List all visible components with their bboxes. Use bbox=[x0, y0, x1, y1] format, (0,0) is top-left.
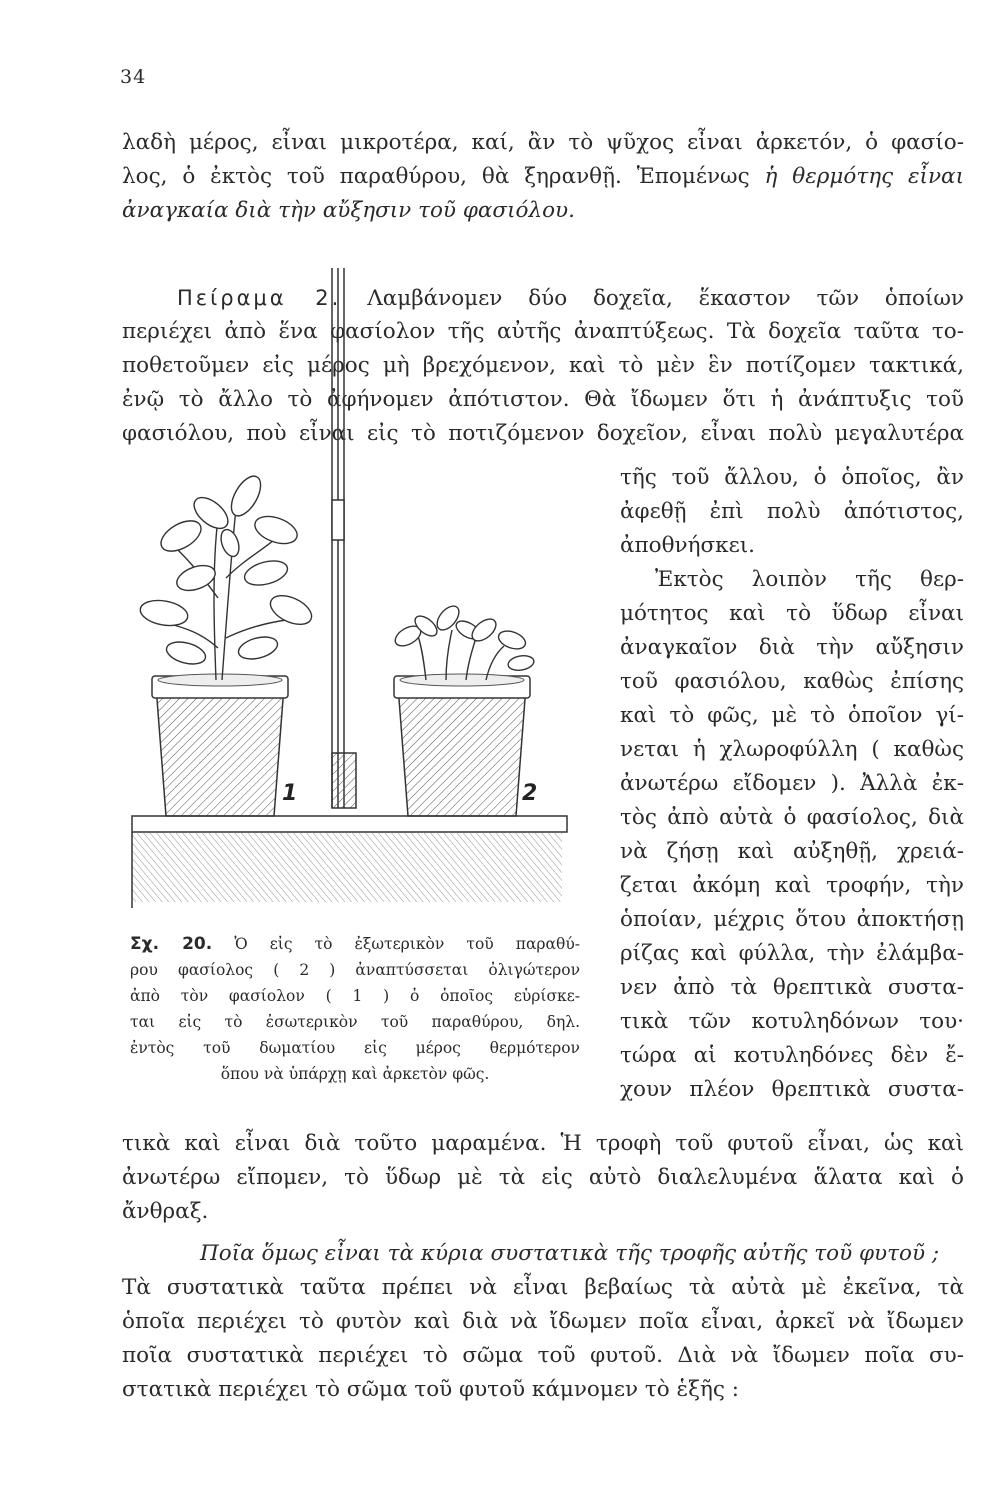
text-line: ἀποθνήσκει. bbox=[620, 533, 756, 558]
text-line: Ἐκτὸς λοιπὸν τῆς θερ- bbox=[655, 567, 964, 592]
text-line: ἀνωτέρω εἴδομεν ). Ἀλλὰ ἐκ- bbox=[620, 771, 964, 796]
text-line: ὁποίαν, μέχρις ὅτου ἀποκτήσῃ bbox=[620, 907, 964, 932]
text-line: τοῦ φασιόλου, καθὼς ἐπίσης bbox=[620, 669, 964, 694]
text-line: τικὰ τῶν κοτυληδόνων του· bbox=[620, 1009, 964, 1034]
plant-pots-illustration bbox=[126, 268, 576, 920]
text-line: τικὰ καὶ εἶναι διὰ τοῦτο μαραμένα. Ἡ τροφὴ τοῦ φυτοῦ εἶναι, ὡς καὶ bbox=[122, 1131, 964, 1156]
text-line: ἐνῷ τὸ ἄλλο τὸ ἀφήνομεν ἀπότιστον. Θὰ ἴδωμεν ὅτι ἡ ἀνάπτυξις τοῦ bbox=[122, 387, 964, 412]
text-line: χουν πλέον θρεπτικὰ συστα- bbox=[620, 1077, 964, 1102]
pot-2-label: 2 bbox=[522, 781, 538, 806]
plant-2 bbox=[392, 602, 535, 680]
window-sill bbox=[132, 816, 567, 908]
text-line: ἀναγκαῖον διὰ τὴν αὔξησιν bbox=[620, 635, 964, 660]
text-line: νεται ἡ χλωροφύλλη ( καθὼς bbox=[620, 737, 964, 762]
text-line: στατικὰ περιέχει τὸ σῶμα τοῦ φυτοῦ κάμνομεν τὸ ἑξῆς : bbox=[122, 1377, 739, 1402]
text-line: τῆς τοῦ ἄλλου, ὁ ὁποῖος, ἂν bbox=[620, 465, 964, 490]
figure-caption-line: ὅπου νὰ ὑπάρχῃ καὶ ἀρκετὸν φῶς. bbox=[220, 1065, 490, 1083]
text-line: μότητος καὶ τὸ ὕδωρ εἶναι bbox=[620, 601, 964, 626]
figure-caption-line bbox=[130, 932, 580, 956]
text-line: ζεται ἀκόμη καὶ τροφήν, τὴν bbox=[620, 873, 964, 898]
window-frame bbox=[332, 268, 356, 808]
text-line: νεν ἀπὸ τὰ θρεπτικὰ συστα- bbox=[620, 975, 964, 1000]
text-line: καὶ τὸ φῶς, μὲ τὸ ὁποῖον γί- bbox=[620, 703, 964, 728]
text-line bbox=[122, 162, 964, 192]
text-line: τώρα αἱ κοτυληδόνες δὲν ἔ- bbox=[620, 1043, 964, 1068]
figure-caption-line: ρου φασίολος ( 2 ) ἀναπτύσσεται ὀλιγώτερον bbox=[130, 961, 580, 979]
text-line: ποθετοῦμεν εἰς μέρος μὴ βρεχόμενον, καὶ τὸ μὲν ἓν ποτίζομεν τακτικά, bbox=[122, 353, 964, 378]
text-line: ἀνωτέρω εἴπομεν, τὸ ὕδωρ μὲ τὰ εἰς αὐτὸ διαλελυμένα ἅλατα καὶ ὁ bbox=[122, 1165, 964, 1190]
pot-2 bbox=[394, 674, 530, 816]
text-line: ἀναγκαία διὰ τὴν αὔξησιν τοῦ φασιόλου. bbox=[122, 198, 575, 223]
text-span: Λαμβάνομεν δύο δοχεῖα, ἕκαστον τῶν ὁποίων bbox=[367, 286, 964, 311]
page-number: 34 bbox=[120, 66, 147, 88]
text-line: ρίζας καὶ φύλλα, τὴν ἐλάμβα- bbox=[620, 941, 964, 966]
text-line: ἄνθραξ. bbox=[122, 1199, 209, 1224]
pot-1 bbox=[152, 674, 288, 816]
text-line: Τὰ συστατικὰ ταῦτα πρέπει νὰ εἶναι βεβαίως τὰ αὐτὰ μὲ ἐκεῖνα, τὰ bbox=[122, 1275, 964, 1300]
figure-caption-line: ἐντὸς τοῦ δωματίου εἰς μέρος θερμότερον bbox=[130, 1039, 580, 1057]
text-line: ὁποῖα περιέχει τὸ φυτὸν καὶ διὰ νὰ ἴδωμεν ποῖα εἶναι, ἀρκεῖ νὰ ἴδωμεν bbox=[122, 1309, 964, 1334]
experiment-label: Πείραμα 2. bbox=[177, 286, 342, 310]
question-heading: Ποῖα ὅμως εἶναι τὰ κύρια συστατικὰ τῆς τροφῆς αὐτῆς τοῦ φυτοῦ ; bbox=[200, 1241, 940, 1266]
pot-1-label: 1 bbox=[282, 781, 298, 806]
italic-span: ἡ θερμότης εἶναι bbox=[764, 164, 964, 189]
caption-text: Ὁ εἰς τὸ ἐξωτερικὸν τοῦ παραθύ- bbox=[234, 935, 580, 953]
text-line: φασιόλου, ποὺ εἶναι εἰς τὸ ποτιζόμενον δοχεῖον, εἶναι πολὺ μεγαλυτέρα bbox=[122, 421, 964, 446]
plant-1 bbox=[138, 471, 316, 680]
caption-label: Σχ. 20. bbox=[130, 934, 213, 954]
text-line: τὸς ἀπὸ αὐτὰ ὁ φασίολος, διὰ bbox=[620, 805, 964, 830]
text-line: περιέχει ἀπὸ ἕνα φασίολον τῆς αὐτῆς ἀναπτύξεως. Τὰ δοχεῖα ταῦτα το- bbox=[122, 319, 964, 344]
figure-caption-line: ἀπὸ τὸν φασίολον ( 1 ) ὁ ὁποῖος εὑρίσκε- bbox=[130, 987, 580, 1005]
text-line: λαδὴ μέρος, εἶναι μικροτέρα, καί, ἂν τὸ ψῦχος εἶναι ἀρκετόν, ὁ φασίο- bbox=[122, 130, 964, 155]
text-line: ποῖα συστατικὰ περιέχει τὸ σῶμα τοῦ φυτοῦ. Διὰ νὰ ἴδωμεν ποῖα συ- bbox=[122, 1343, 964, 1368]
text-line: νὰ ζήσῃ καὶ αὐξηθῇ, χρειά- bbox=[620, 839, 964, 864]
figure-caption-line: ται εἰς τὸ ἐσωτερικὸν τοῦ παραθύρου, δηλ. bbox=[130, 1013, 580, 1031]
text-span: λος, ὁ ἐκτὸς τοῦ παραθύρου, θὰ ξηρανθῇ. Ἑπομένως bbox=[122, 164, 750, 189]
text-line: ἀφεθῇ ἐπὶ πολὺ ἀπότιστος, bbox=[620, 499, 964, 524]
